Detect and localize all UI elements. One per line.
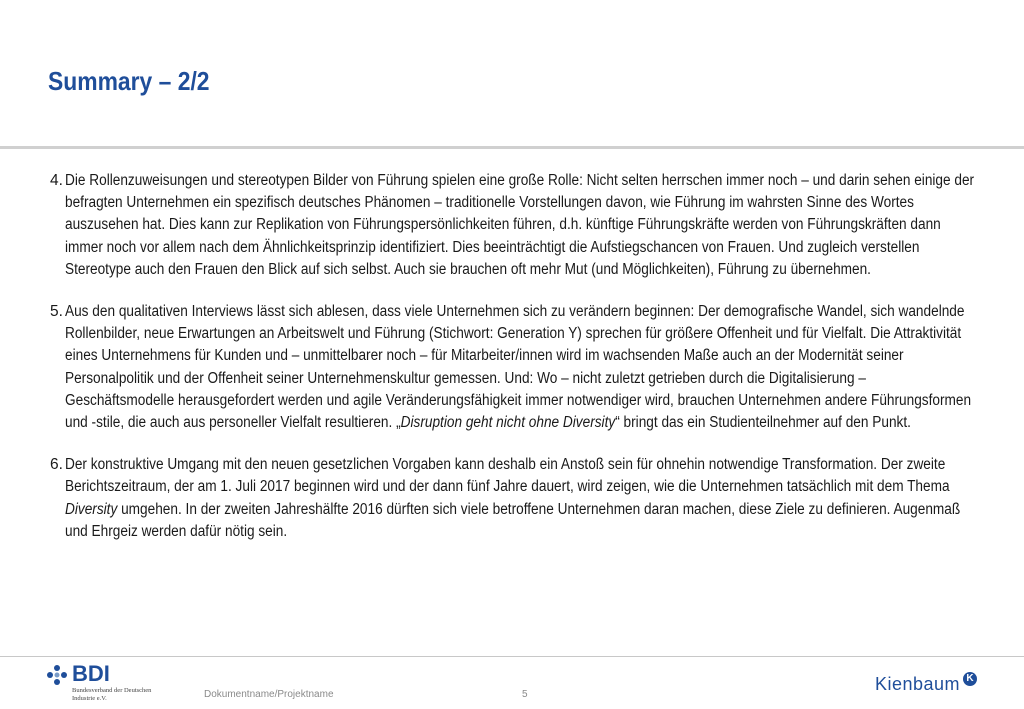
document-name: Dokumentname/Projektname <box>204 689 334 700</box>
item-text-italic: Disruption geht nicht ohne Diversity <box>400 414 616 432</box>
item-text-part: “ bringt das ein Studienteilnehmer auf den Punkt. <box>615 414 911 432</box>
bdi-logo-subtitle: Bundesverband der Deutschen Industrie e.V. <box>72 687 152 702</box>
item-text-part: Aus den qualitativen Interviews lässt sich ablesen, dass viele Unternehmen sich zu verändern beginnen: Der demografische Wandel, sich wandelnde Rollenbilder, neue Erwartungen an Arbeitswelt und Führung (Stichwort: Generation Y) sprechen für größere Offenheit und für Vielfalt. Die Attraktivität eines Unternehmens für Kunden und – unmittelbarer noch – für Mitarbeiter/innen wird im wachsenden Maße auch an der Modernität seiner Personalpolitik und der Offenheit seiner Unternehmenskultur gemessen. Und: Wo – nicht zuletzt getrieben durch die Digitalisierung – Geschäftsmodelle herausgefordert werden und agile Veränderungsfähigkeit immer notwendiger wird, brauchen Unternehmen andere Führungsformen und -stile, die auch aus personeller Vielfalt resultieren. „ <box>65 303 972 432</box>
bdi-logo-text: BDI <box>72 661 110 686</box>
item-number: 6. <box>50 456 63 474</box>
kienbaum-logo <box>875 673 974 702</box>
bdi-logo-mark-icon <box>46 664 68 686</box>
list-item <box>50 170 1024 281</box>
title-divider <box>0 146 1024 149</box>
item-text: Die Rollenzuweisungen und stereotypen Bilder von Führung spielen eine große Rolle: Nicht selten herrschen immer noch – und darin sehen einige der befragten Unternehmen ein spezifisch deutsches Phänomen – traditionelle Vorstellungen davon, wie Führung im wahrsten Sinne des Wortes auszusehen hat. Dies kann zur Replikation von Führungspersönlichkeiten führen, d.h. künftige Führungskräfte werden von Führungskräften dann immer noch vor allem nach dem Ähnlichkeitsprinzip identifiziert. Dies beeinträchtigt die Aufstiegschancen von Frauen. Und zugleich verstellen Stereotype auch den Frauen den Blick auf sich selbst. Auch sie brauchen oft mehr Mut (und Möglichkeiten), Führung zu übernehmen. <box>65 172 975 278</box>
item-text-part: Der konstruktive Umgang mit den neuen gesetzlichen Vorgaben kann deshalb ein Anstoß sein für ohnehin notwendige Transformation. Der zweite Berichtszeitraum, der am 1. Juli 2017 beginnen wird und der dann fünf Jahre dauert, wird zeigen, wie die Unternehmen tatsächlich mit dem Thema <box>65 456 950 496</box>
item-number: 5. <box>50 303 63 321</box>
slide-title: Summary – 2/2 <box>48 66 210 96</box>
summary-list <box>50 170 1024 563</box>
list-item <box>50 454 1024 543</box>
item-text-part: umgehen. In der zweiten Jahreshälfte 2016 dürften sich viele betroffene Unternehmen daran machen, diese Ziele zu definieren. Augenmaß und Ehrgeiz werden dafür nötig sein. <box>65 500 961 540</box>
item-text <box>65 301 977 434</box>
item-number: 4. <box>50 172 63 189</box>
kienbaum-logo-text: Kienbaum <box>875 674 961 694</box>
bdi-logo <box>46 661 156 704</box>
item-text <box>65 454 977 543</box>
kienbaum-badge-icon: K <box>963 672 977 686</box>
footer-divider <box>0 656 1024 657</box>
item-text-italic: Diversity <box>65 500 118 518</box>
page-number: 5 <box>522 689 528 700</box>
list-item <box>50 301 1024 434</box>
